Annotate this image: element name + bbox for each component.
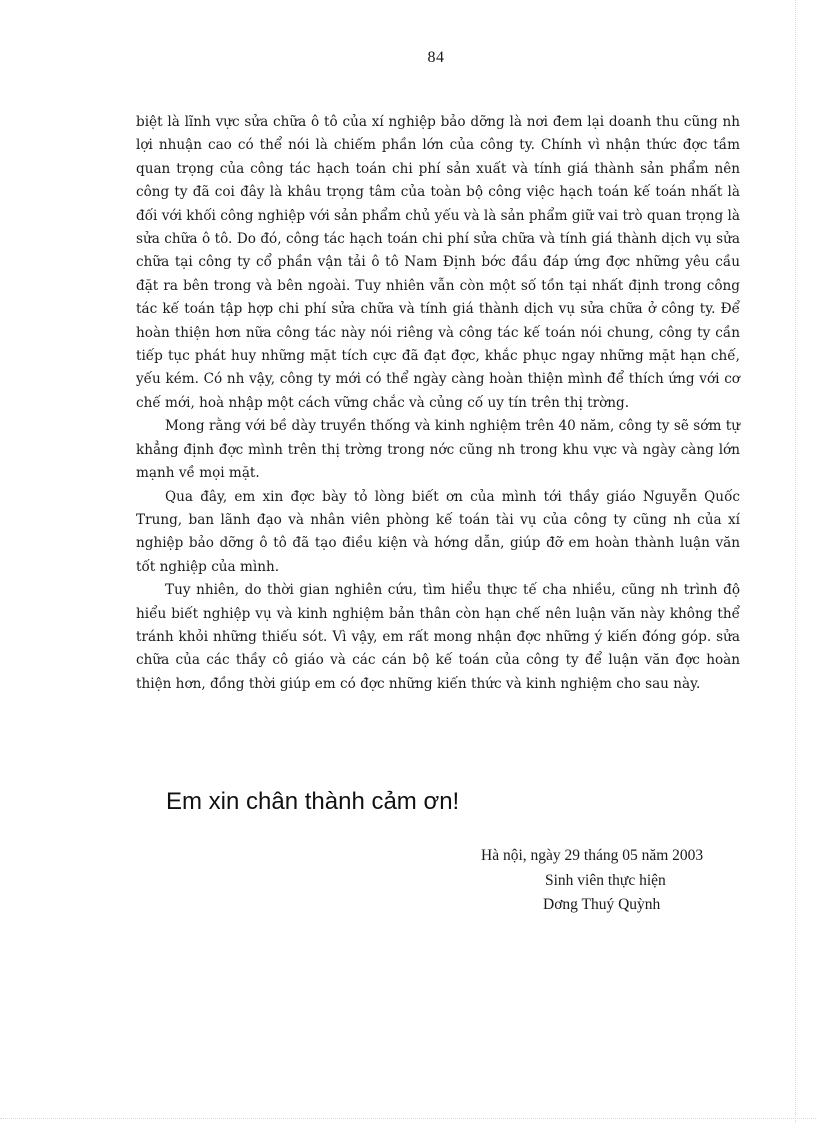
page-edge-bottom (0, 1118, 816, 1119)
signature-name: Dơng Thuý Quỳnh (543, 896, 661, 913)
signature-role: Sinh viên thực hiện (545, 872, 666, 889)
signature-date: Hà nội, ngày 29 tháng 05 năm 2003 (481, 847, 704, 864)
paragraph-conclusion: biệt là lĩnh vực sửa chữa ô tô của xí nghiệp bảo dỡng là nơi đem lại doanh thu cũng nh lợi nhuận cao có thể nói là chiếm phần lớn của công ty. Chính vì nhận thức đợc tầm quan trọng của công tác hạch toán chi phí sản xuất và tính giá thành sản phẩm nên công ty đã coi đây là khâu trọng tâm của toàn bộ công việc hạch toán kế toán nhất là đối với khối công nghiệp với sản phẩm chủ yếu và là sản phẩm giữ vai trò quan trọng là sửa chữa ô tô. Do đó, công tác hạch toán chi phí sửa chữa và tính giá thành dịch vụ sửa chữa tại công ty cổ phần vận tải ô tô Nam Định bớc đầu đáp ứng đợc những yêu cầu đặt ra bên trong và bên ngoài. Tuy nhiên vẫn còn một số tồn tại nhất định trong công tác kế toán tập hợp chi phí sửa chữa và tính giá thành dịch vụ sửa chữa ở công ty. Để hoàn thiện hơn nữa công tác này nói riêng và công tác kế toán nói chung, công ty cần tiếp tục phát huy những mặt tích cực đã đạt đợc, khắc phục ngay những mặt hạn chế, yếu kém. Có nh vậy, công ty mới có thể ngày càng hoàn thiện mình để thích ứng với cơ chế mới, hoà nhập một cách vững chắc và củng cố uy tín trên thị trờng. (136, 114, 740, 411)
closing-line: Em xin chân thành cảm ơn! (166, 788, 460, 815)
body-text (136, 111, 740, 696)
page-edge-right (795, 0, 796, 1123)
paragraph-limitations: Tuy nhiên, do thời gian nghiên cứu, tìm hiểu thực tế cha nhiều, cũng nh trình độ hiểu biết nghiệp vụ và kinh nghiệm bản thân còn hạn chế nên luận văn này không thể tránh khỏi những thiếu sót. Vì vậy, em rất mong nhận đợc những ý kiến đóng góp. sửa chữa của các thầy cô giáo và các cán bộ kế toán của công ty để luận văn đợc hoàn thiện hơn, đồng thời giúp em có đợc những kiến thức và kinh nghiệm cho sau này. (136, 582, 740, 692)
page-number: 84 (427, 49, 445, 66)
paragraph-hope: Mong rằng với bề dày truyền thống và kinh nghiệm trên 40 năm, công ty sẽ sớm tự khẳng định đợc mình trên thị trờng trong nớc cũng nh trong khu vực và ngày càng lớn mạnh về mọi mặt. (136, 418, 740, 482)
paragraph-thanks: Qua đây, em xin đợc bày tỏ lòng biết ơn của mình tới thầy giáo Nguyễn Quốc Trung, ban lãnh đạo và nhân viên phòng kế toán tài vụ của công ty cũng nh của xí nghiệp bảo dỡng ô tô đã tạo điều kiện và hớng dẫn, giúp đỡ em hoàn thành luận văn tốt nghiệp của mình. (136, 488, 740, 575)
